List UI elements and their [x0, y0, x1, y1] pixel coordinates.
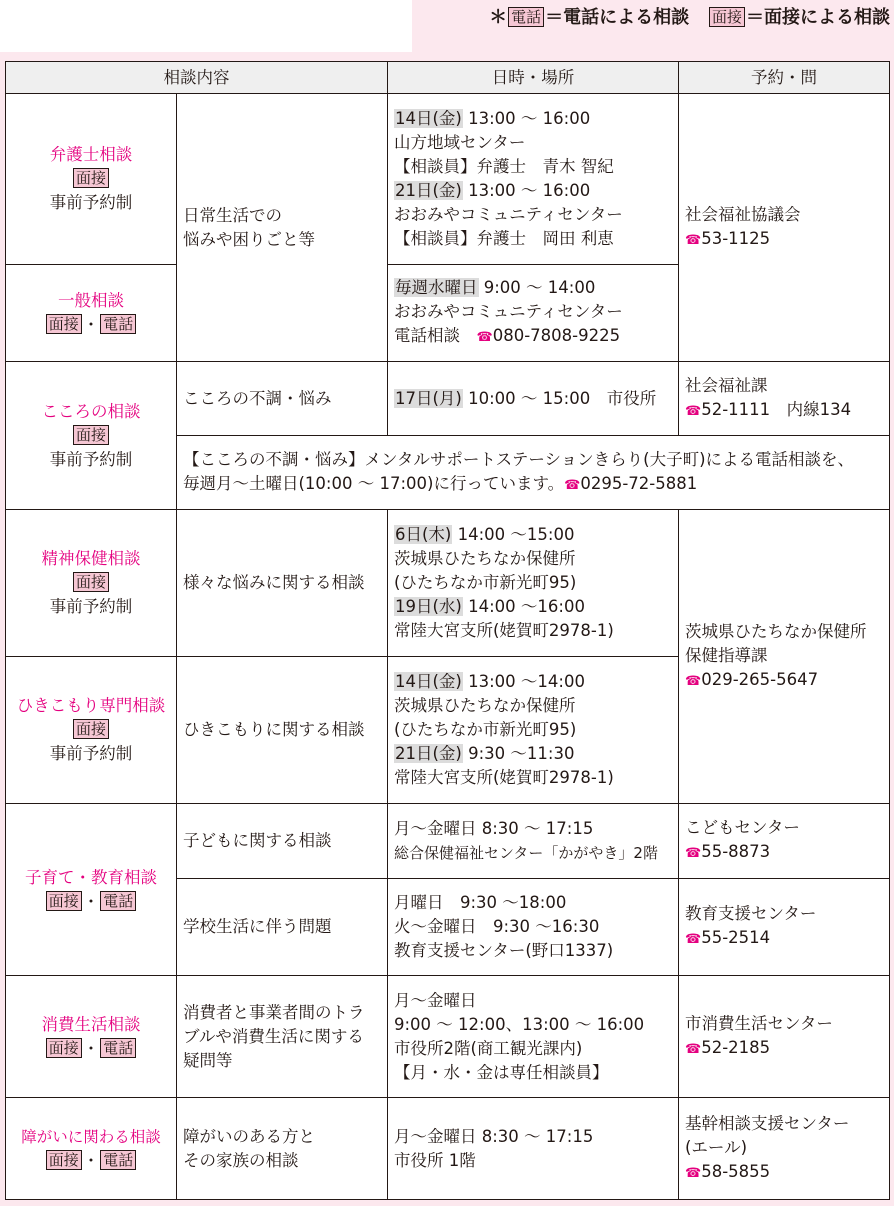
phone-icon: ☎	[685, 673, 702, 689]
tel-number: 52-1111 内線134	[701, 399, 852, 419]
phone-icon: ☎	[564, 477, 581, 493]
phone-icon: ☎	[685, 232, 702, 248]
phone-icon: ☎	[476, 330, 493, 345]
datetime-mental	[388, 510, 679, 657]
place-line: おおみやコミュニティセンター	[394, 205, 623, 224]
phone-icon: ☎	[685, 1165, 702, 1181]
row-child-1	[6, 804, 890, 879]
category-name: 子育て・教育相談	[25, 867, 157, 887]
date-highlight: 14日(金)	[395, 109, 462, 128]
contact-name: 茨城県ひたちなか保健所	[685, 621, 867, 641]
place-line: 教育支援センター(野口1337)	[394, 941, 614, 960]
category-mental	[6, 510, 177, 657]
tel-number: 55-8873	[701, 842, 771, 861]
time-text: 14:00 ～16:00	[462, 597, 585, 616]
datetime-line: 月～金曜日	[394, 990, 477, 1010]
datetime-line	[394, 107, 672, 131]
contact-health-center	[679, 510, 890, 804]
phone-icon: ☎	[685, 932, 702, 947]
datetime-line: 火～金曜日 9:30 ～16:30	[394, 917, 600, 936]
kokoro-phone-note	[177, 436, 890, 510]
contact-social-welfare-division	[679, 362, 890, 436]
datetime-line: 月～金曜日 8:30 ～ 17:15	[394, 819, 594, 838]
category-general	[6, 265, 177, 362]
datetime-school	[388, 879, 679, 976]
category-name: 消費生活相談	[41, 1014, 141, 1034]
phone-tag: 電話	[100, 1038, 136, 1058]
category-disability	[6, 1098, 177, 1200]
time-text: 9:00 ～ 14:00	[478, 278, 596, 297]
phone-icon: ☎	[685, 846, 702, 861]
subject-mental: 様々な悩みに関する相談	[177, 510, 388, 657]
tel-number: 53-1125	[701, 228, 771, 248]
subject-consumer	[177, 976, 388, 1098]
subject-hikikomori: ひきこもりに関する相談	[177, 657, 388, 804]
contact-tel	[685, 398, 883, 424]
datetime-line	[394, 276, 672, 300]
contact-division: 保健指導課	[685, 645, 768, 665]
datetime-disability	[388, 1098, 679, 1200]
phone-label: 電話相談	[394, 326, 477, 345]
time-text: 13:00 ～ 16:00	[462, 109, 591, 128]
legend-asterisk: ＊	[489, 7, 508, 28]
contact-name: 社会福祉協議会	[685, 204, 801, 224]
phone-tag: 電話	[100, 891, 136, 911]
contact-tel	[685, 227, 883, 253]
header-row	[6, 62, 890, 94]
time-text: 13:00 ～ 16:00	[462, 181, 591, 200]
face-tag: 面接	[73, 572, 109, 592]
place-line: 市役所 1階	[394, 1150, 476, 1170]
address-line: (ひたちなか市新光町95)	[394, 720, 577, 739]
subject-line: 疑問等	[183, 1050, 233, 1070]
top-white-band	[0, 0, 412, 52]
tag-separator: ・	[82, 1150, 100, 1170]
phone-line	[394, 324, 672, 350]
legend-face-text: ＝面接による相談	[746, 7, 890, 28]
contact-tel	[685, 840, 883, 866]
category-consumer	[6, 976, 177, 1098]
tag-separator: ・	[82, 1038, 100, 1058]
datetime-consumer	[388, 976, 679, 1098]
place-line: 総合保健福祉センター「かがやき」2階	[394, 844, 658, 862]
datetime-lawyer	[388, 94, 679, 265]
time-text: 9:30 ～11:30	[462, 744, 575, 763]
subject-school: 学校生活に伴う問題	[177, 879, 388, 976]
place-line: 山方地域センター	[394, 133, 526, 152]
tel-number: 080-7808-9225	[492, 326, 621, 345]
time-text: 13:00 ～14:00	[462, 672, 585, 691]
category-name: 一般相談	[58, 291, 124, 310]
datetime-line: 月曜日 9:30 ～18:00	[394, 893, 567, 912]
place-line: 茨城県ひたちなか保健所	[394, 549, 576, 568]
tel-number: 55-2514	[701, 928, 771, 947]
consultation-table	[5, 61, 890, 1200]
date-highlight: 6日(木)	[395, 525, 452, 544]
subject-children: 子どもに関する相談	[177, 804, 388, 879]
datetime-kokoro	[388, 362, 679, 436]
legend-phone-tag: 電話	[508, 7, 544, 27]
datetime-general	[388, 265, 679, 362]
date-highlight: 19日(水)	[395, 597, 462, 616]
place-line: おおみやコミュニティセンター	[394, 302, 623, 321]
contact-name: 社会福祉課	[685, 375, 768, 395]
place-line: 茨城県ひたちなか保健所	[394, 696, 576, 715]
face-tag: 面接	[73, 719, 109, 739]
category-kokoro	[6, 362, 177, 510]
contact-subname: (エール)	[685, 1137, 748, 1157]
date-highlight: 17日(月)	[395, 388, 462, 408]
date-highlight: 毎週水曜日	[395, 278, 478, 297]
datetime-line: 月～金曜日 8:30 ～ 17:15	[394, 1126, 594, 1146]
category-lawyer	[6, 94, 177, 265]
category-name: こころの相談	[41, 401, 141, 421]
datetime-line	[394, 523, 672, 547]
date-highlight: 21日(金)	[395, 744, 462, 763]
category-name: 精神保健相談	[41, 549, 141, 568]
contact-tel	[685, 1160, 883, 1186]
category-name: 障がいに関わる相談	[21, 1127, 161, 1146]
face-tag: 面接	[46, 1038, 82, 1058]
datetime-line	[394, 595, 672, 619]
time-text: 10:00 ～ 15:00 市役所	[462, 388, 657, 408]
datetime-hikikomori	[388, 657, 679, 804]
tag-separator: ・	[82, 315, 100, 334]
category-note: 事前予約制	[49, 449, 133, 469]
legend	[489, 4, 890, 32]
row-disability	[6, 1098, 890, 1200]
contact-name: 市消費生活センター	[685, 1013, 833, 1033]
phone-tag: 電話	[100, 314, 136, 334]
note-text: 毎週月～土曜日(10:00 ～ 17:00)に行っています。	[183, 473, 565, 493]
datetime-line	[394, 387, 672, 411]
subject-line: その家族の相談	[183, 1150, 299, 1170]
category-note: 事前予約制	[49, 744, 133, 763]
contact-children-center	[679, 804, 890, 879]
time-text: 14:00 ～15:00	[452, 525, 575, 544]
face-tag: 面接	[46, 1150, 82, 1170]
date-highlight: 21日(金)	[395, 181, 462, 200]
contact-tel	[685, 926, 883, 952]
place-line: 常陸大宮支所(姥賀町2978-1)	[394, 768, 614, 787]
contact-social-welfare-council	[679, 94, 890, 362]
address-line: (ひたちなか市新光町95)	[394, 573, 577, 592]
subject-line: 悩みや困りごと等	[183, 229, 315, 249]
category-name: ひきこもり専門相談	[16, 696, 166, 715]
subject-daily-life	[177, 94, 388, 362]
header-contact: 予約・問	[679, 62, 890, 94]
subject-line: 障がいのある方と	[183, 1126, 315, 1146]
note-line: 【こころの不調・悩み】メンタルサポートステーションきらり(大子町)による電話相談を、	[183, 449, 855, 469]
contact-tel	[685, 668, 883, 694]
contact-name: 基幹相談支援センター	[685, 1113, 850, 1133]
counselor-line: 【相談員】弁護士 岡田 利恵	[394, 229, 614, 248]
face-tag: 面接	[73, 168, 109, 188]
face-tag: 面接	[46, 891, 82, 911]
phone-icon: ☎	[685, 403, 702, 419]
legend-phone-text: ＝電話による相談	[545, 7, 690, 28]
contact-tel	[685, 1036, 883, 1062]
contact-disability-center	[679, 1098, 890, 1200]
face-tag: 面接	[73, 425, 109, 445]
phone-icon: ☎	[685, 1041, 702, 1057]
subject-line: 消費者と事業者間のトラ	[183, 1002, 365, 1022]
row-lawyer	[6, 94, 890, 265]
place-line: 常陸大宮支所(姥賀町2978-1)	[394, 621, 614, 640]
contact-name: 教育支援センター	[685, 904, 817, 923]
subject-line: 日常生活での	[183, 205, 282, 225]
legend-face-tag: 面接	[709, 7, 745, 27]
date-highlight: 14日(金)	[395, 672, 462, 691]
category-name: 弁護士相談	[49, 145, 133, 164]
category-note: 事前予約制	[49, 597, 133, 616]
tel-number: 58-5855	[701, 1161, 771, 1181]
counselor-line: 【相談員】弁護士 青木 智紀	[394, 157, 614, 176]
datetime-line: 9:00 ～ 12:00、13:00 ～ 16:00	[394, 1014, 645, 1034]
tag-separator: ・	[82, 891, 100, 911]
datetime-line	[394, 742, 672, 766]
note-line	[183, 472, 883, 498]
datetime-line	[394, 670, 672, 694]
note-line: 【月・水・金は専任相談員】	[394, 1062, 609, 1082]
face-tag: 面接	[46, 314, 82, 334]
contact-name: こどもセンター	[685, 818, 800, 837]
contact-consumer-center	[679, 976, 890, 1098]
row-mental	[6, 510, 890, 657]
row-kokoro	[6, 362, 890, 436]
row-consumer	[6, 976, 890, 1098]
header-content: 相談内容	[6, 62, 388, 94]
datetime-children	[388, 804, 679, 879]
header-datetime: 日時・場所	[388, 62, 679, 94]
phone-tag: 電話	[100, 1150, 136, 1170]
category-note: 事前予約制	[49, 193, 133, 212]
subject-line: ブルや消費生活に関する	[183, 1026, 364, 1046]
datetime-line	[394, 179, 672, 203]
subject-disability	[177, 1098, 388, 1200]
tel-number: 52-2185	[701, 1037, 771, 1057]
category-hikikomori	[6, 657, 177, 804]
category-child	[6, 804, 177, 976]
tel-number: 0295-72-5881	[580, 473, 698, 493]
place-line: 市役所2階(商工観光課内)	[394, 1038, 583, 1058]
contact-education-center	[679, 879, 890, 976]
subject-kokoro: こころの不調・悩み	[177, 362, 388, 436]
tel-number: 029-265-5647	[701, 669, 819, 689]
